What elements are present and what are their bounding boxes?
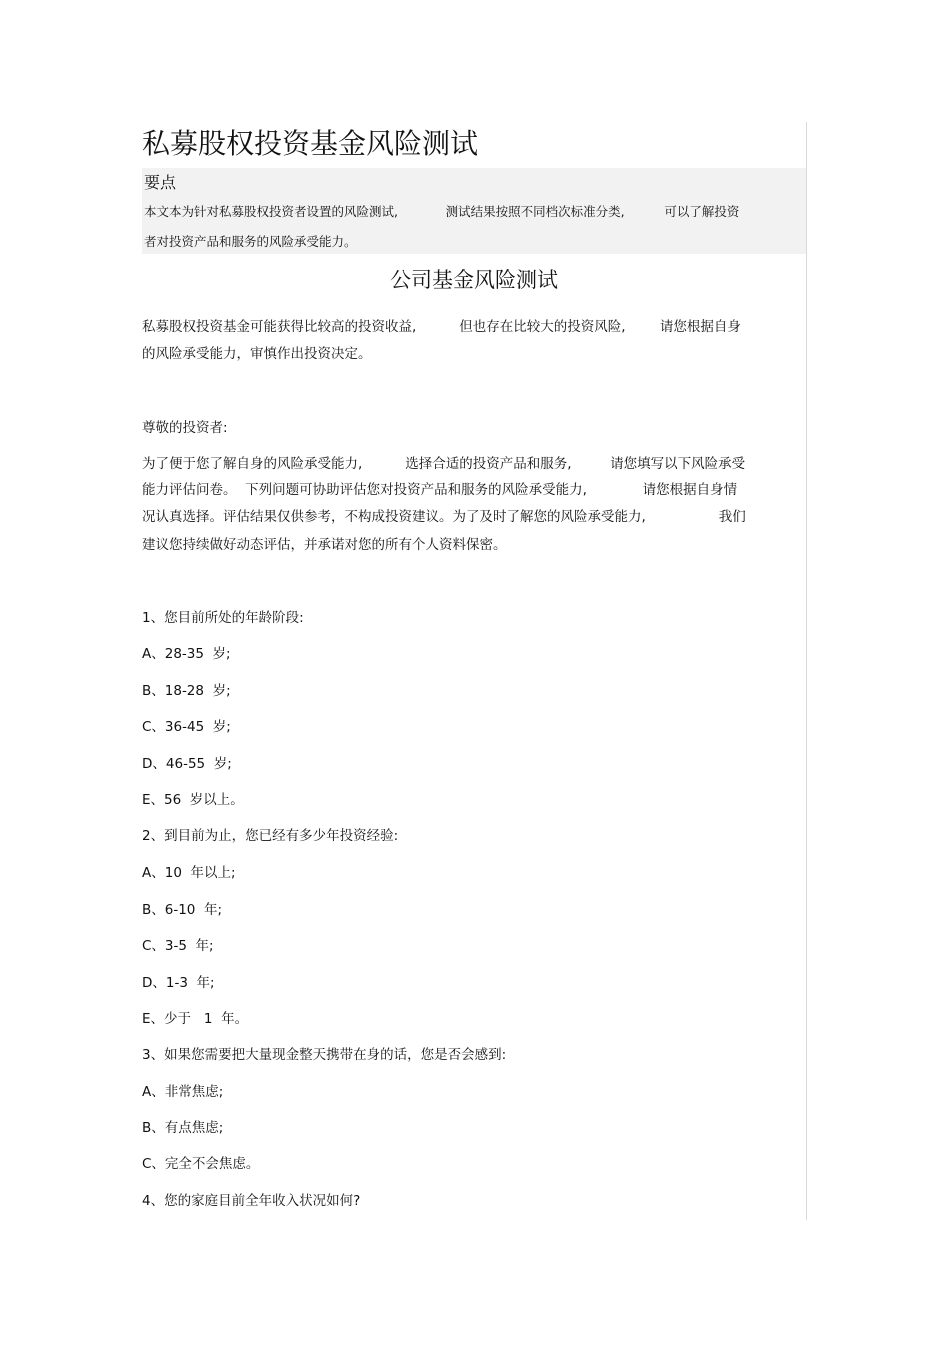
option-2b: B、6-10 年; — [142, 902, 223, 918]
option-1a: A、28-35 岁; — [142, 646, 231, 662]
option-1d: D、46-55 岁; — [142, 756, 232, 772]
intro-line: 的风险承受能力，审慎作出投资决定。 — [142, 346, 372, 362]
option-2e: E、少于 1 年。 — [142, 1011, 249, 1027]
question-4: 4、您的家庭目前全年收入状况如何? — [142, 1193, 361, 1209]
question-3: 3、如果您需要把大量现金整天携带在身的话，您是否会感到: — [142, 1047, 507, 1063]
summary-heading: 要点 — [144, 173, 177, 192]
option-2d: D、1-3 年; — [142, 975, 215, 991]
option-3c: C、完全不会焦虑。 — [142, 1156, 260, 1172]
summary-line: 本文本为针对私募股权投资者设置的风险测试, 测试结果按照不同档次标准分类, 可以了解投资 — [144, 204, 740, 219]
notice-line: 能力评估问卷。 下列问题可协助评估您对投资产品和服务的风险承受能力, 请您根据自身情 — [142, 482, 738, 498]
notice-line: 建议您持续做好动态评估，并承诺对您的所有个人资料保密。 — [142, 537, 507, 553]
summary-box — [142, 168, 806, 254]
question-2: 2、到目前为止，您已经有多少年投资经验: — [142, 828, 399, 844]
notice-line: 为了便于您了解自身的风险承受能力, 选择合适的投资产品和服务, 请您填写以下风险承受 — [142, 456, 746, 472]
question-1: 1、您目前所处的年龄阶段: — [142, 610, 304, 626]
document-title: 私募股权投资基金风险测试 — [142, 127, 479, 160]
option-2a: A、10 年以上; — [142, 865, 236, 881]
option-1c: C、36-45 岁; — [142, 719, 231, 735]
option-2c: C、3-5 年; — [142, 938, 214, 954]
intro-line: 私募股权投资基金可能获得比较高的投资收益, 但也存在比较大的投资风险, 请您根据自身 — [142, 319, 741, 335]
option-3b: B、有点焦虑; — [142, 1120, 224, 1136]
notice-line: 况认真选择。评估结果仅供参考，不构成投资建议。为了及时了解您的风险承受能力, 我们 — [142, 509, 746, 525]
document-page — [142, 122, 807, 1220]
option-3a: A、非常焦虑; — [142, 1084, 224, 1100]
summary-line: 者对投资产品和服务的风险承受能力。 — [144, 234, 357, 249]
greeting: 尊敬的投资者: — [142, 420, 228, 436]
option-1e: E、56 岁以上。 — [142, 792, 244, 808]
option-1b: B、18-28 岁; — [142, 683, 231, 699]
section-title: 公司基金风险测试 — [390, 268, 558, 292]
